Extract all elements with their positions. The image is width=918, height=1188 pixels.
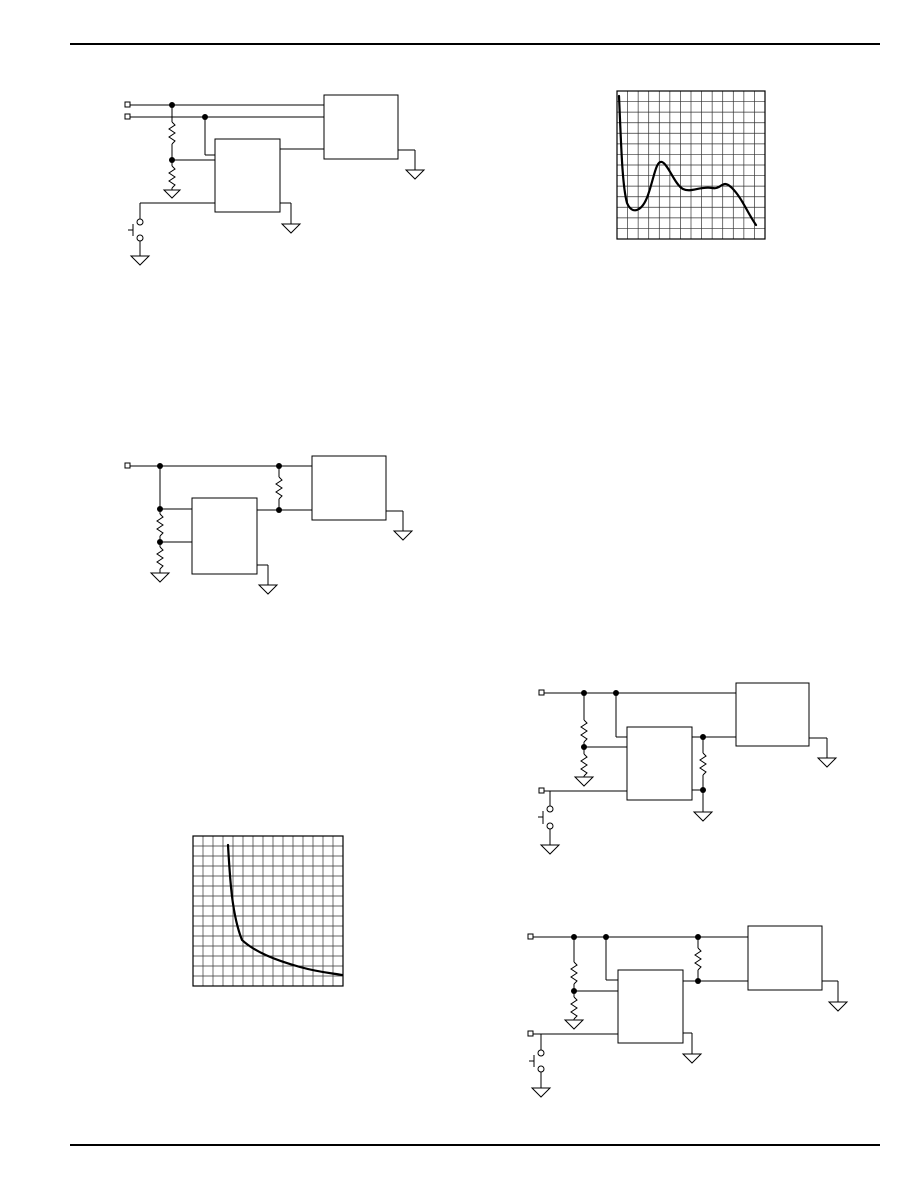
curve-graph-1 [617,91,765,239]
ground-symbol [131,256,149,265]
schematic-3 [538,683,836,854]
junction [581,690,587,696]
terminal [125,102,130,107]
terminal [539,788,544,793]
resistor [157,547,163,569]
resistor [700,753,706,775]
junction [169,157,175,163]
resistor [581,720,587,742]
ground-symbol [541,845,559,854]
ground-symbol [683,1054,701,1063]
resistor [695,948,701,970]
ground-symbol [259,585,277,594]
terminal [125,114,130,119]
ground-symbol [818,758,836,767]
ground-symbol [394,531,412,540]
junction [157,539,163,545]
resistor [571,962,577,984]
ground-symbol [406,170,424,179]
ground-symbol [282,224,300,233]
junction [571,988,577,994]
switch-contact [137,219,143,225]
switch-contact [547,806,553,812]
terminal [528,934,533,939]
ground-symbol [829,1002,847,1011]
terminal [539,690,544,695]
junction [157,463,163,469]
schematic-1 [125,95,424,265]
ground-symbol [575,777,593,786]
junction [581,744,587,750]
ground-symbol [164,190,180,198]
ground-symbol [532,1088,550,1097]
schematic-2 [125,456,412,594]
junction [603,934,609,940]
ic-block [618,970,683,1043]
ground-symbol [694,812,712,821]
junction [276,463,282,469]
ic-block [748,926,822,990]
junction [571,934,577,940]
switch-contact [538,1066,544,1072]
switch-contact [137,235,143,241]
resistor [157,514,163,536]
curve-graph-2 [193,836,343,986]
resistor [169,166,175,188]
ic-block [312,456,386,520]
junction [613,690,619,696]
graph-frame [193,836,343,986]
junction [695,934,701,940]
junction [695,978,701,984]
graph-curve [619,96,756,225]
junction [202,114,208,120]
junction [700,734,706,740]
junction [157,506,163,512]
resistor [169,122,175,144]
terminal [125,463,130,468]
graph-grid [617,91,765,239]
resistor [276,477,282,499]
ic-block [215,139,280,212]
switch-contact [538,1050,544,1056]
resistor [571,997,577,1019]
junction [276,507,282,513]
graph-grid [193,836,343,986]
terminal [528,1031,533,1036]
junction [169,102,175,108]
graph-curve [228,845,342,975]
ic-block [736,683,809,746]
ic-block [324,95,398,159]
junction [700,787,706,793]
switch-contact [547,823,553,829]
ic-block [192,498,257,574]
ic-block [627,727,692,800]
ground-symbol [151,573,169,582]
ground-symbol [565,1020,583,1029]
resistor [581,754,587,776]
schematic-4 [528,926,847,1097]
